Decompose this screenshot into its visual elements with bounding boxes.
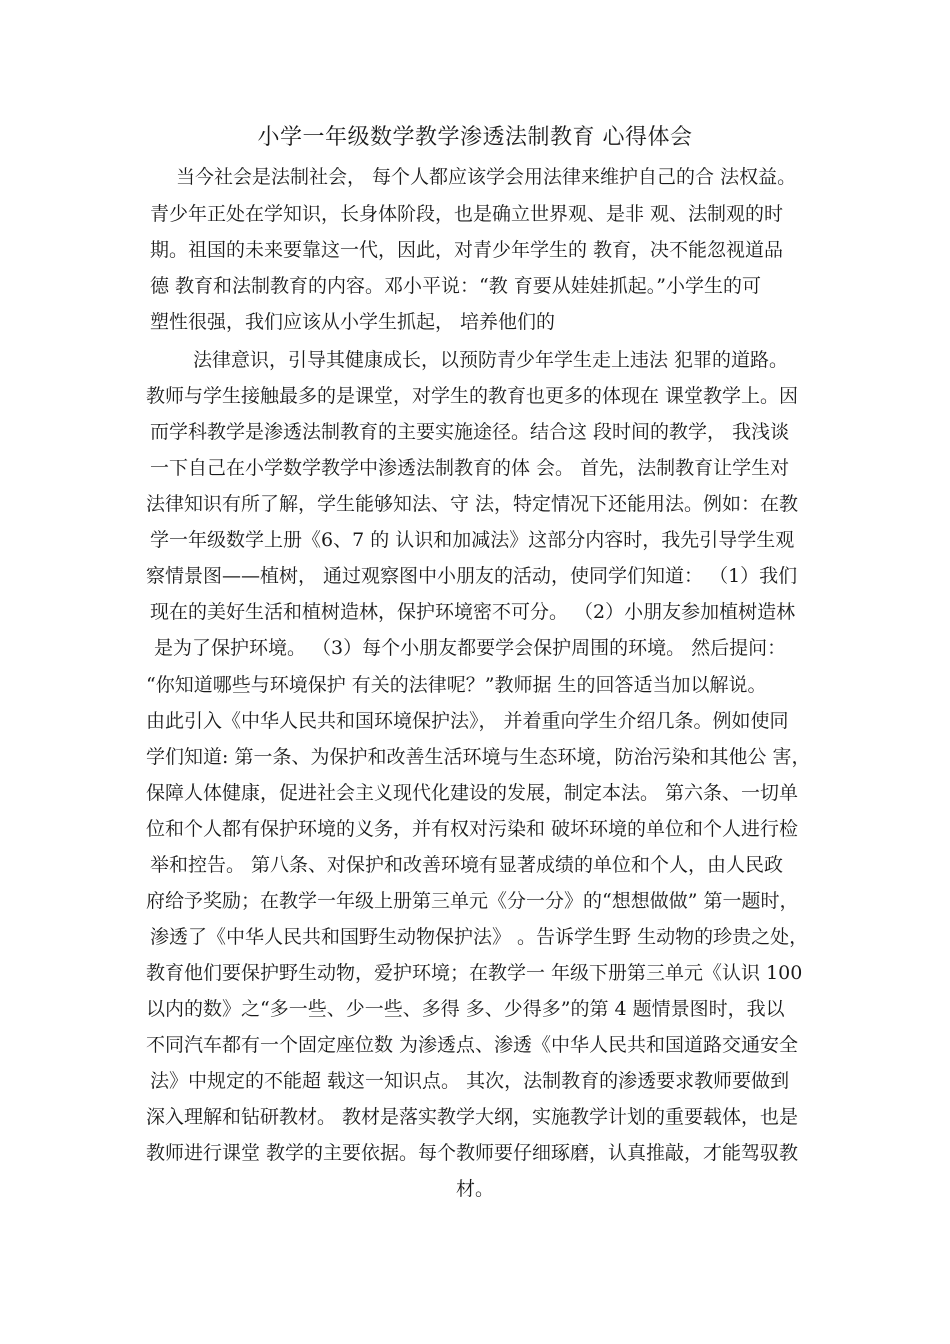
paragraph-line: 法律意识，引导其健康成长，以预防青少年学生走上违法 犯罪的道路。	[193, 349, 789, 371]
paragraph-line: 是为了保护环境。 （3）每个小朋友都要学会保护周围的环境。 然后提问：	[154, 637, 787, 659]
paragraph-line: 教育他们要保护野生动物，爱护环境；在教学一 年级下册第三单元《认识 100	[146, 962, 803, 984]
paragraph-line: 学一年级数学上册《6、7 的 认识和加减法》这部分内容时，我先引导学生观	[150, 529, 795, 551]
paragraph-line: 学们知道: 第一条、为保护和改善生活环境与生态环境，防治污染和其他公 害，	[146, 746, 811, 768]
paragraph-line: “你知道哪些与环境保护 有关的法律呢？”教师据 生的回答适当加以解说。	[146, 674, 767, 696]
paragraph-line: 德 教育和法制教育的内容。邓小平说：“教 育要从娃娃抓起。”小学生的可	[150, 275, 762, 297]
paragraph-line: 教师进行课堂 教学的主要依据。每个教师要仔细琢磨，认真推敲，才能驾驭教	[146, 1142, 799, 1164]
paragraph-line: 青少年正处在学知识，长身体阶段，也是确立世界观、是非 观、法制观的时	[150, 203, 784, 225]
paragraph-line: 现在的美好生活和植树造林，保护环境密不可分。 （2）小朋友参加植树造林	[150, 601, 796, 623]
paragraph-line: 保障人体健康，促进社会主义现代化建设的发展，制定本法。 第六条、一切单	[146, 782, 799, 804]
paragraph-line: 材。	[456, 1178, 495, 1200]
paragraph-line: 深入理解和钻研教材。 教材是落实教学大纲，实施教学计划的重要载体，也是	[146, 1106, 799, 1128]
paragraph-line: 以内的数》之“多一些、少一些、多得 多、少得多”的第 4 题情景图时，我以	[146, 998, 785, 1020]
paragraph-line: 不同汽车都有一个固定座位数 为渗透点、渗透《中华人民共和国道路交通安全	[146, 1034, 799, 1056]
paragraph-line: 塑性很强，我们应该从小学生抓起， 培养他们的	[150, 311, 556, 333]
paragraph-line: 察情景图——植树， 通过观察图中小朋友的活动，使同学们知道： （1）我们	[146, 565, 798, 587]
paragraph-line: 府给予奖励；在教学一年级上册第三单元《分一分》的“想想做做” 第一题时，	[146, 890, 799, 912]
paragraph-line: 法律知识有所了解，学生能够知法、守 法，特定情况下还能用法。例如：在教	[146, 493, 799, 515]
paragraph-line: 由此引入《中华人民共和国环境保护法》， 并着重向学生介绍几条。例如使同	[146, 710, 789, 732]
paragraph-line: 当今社会是法制社会， 每个人都应该学会用法律来维护自己的合 法权益。	[176, 166, 797, 188]
paragraph-line: 法》中规定的不能超 载这一知识点。 其次，法制教育的渗透要求教师要做到	[150, 1070, 790, 1092]
paragraph-line: 教师与学生接触最多的是课堂，对学生的教育也更多的体现在 课堂教学上。因	[146, 385, 799, 407]
paragraph-line: 期。祖国的未来要靠这一代，因此，对青少年学生的 教育，决不能忽视道品	[150, 239, 784, 261]
paragraph-line: 而学科教学是渗透法制教育的主要实施途径。结合这 段时间的教学， 我浅谈	[150, 421, 790, 443]
document-title: 小学一年级数学教学渗透法制教育 心得体会	[257, 125, 693, 150]
paragraph-line: 一下自己在小学数学教学中渗透法制教育的体 会。 首先，法制教育让学生对	[150, 457, 790, 479]
paragraph-line: 举和控告。 第八条、对保护和改善环境有显著成绩的单位和个人，由人民政	[150, 854, 784, 876]
paragraph-line: 位和个人都有保护环境的义务，并有权对污染和 破坏环境的单位和个人进行检	[146, 818, 799, 840]
paragraph-line: 渗透了《中华人民共和国野生动物保护法》 。告诉学生野 生动物的珍贵之处，	[150, 926, 809, 948]
